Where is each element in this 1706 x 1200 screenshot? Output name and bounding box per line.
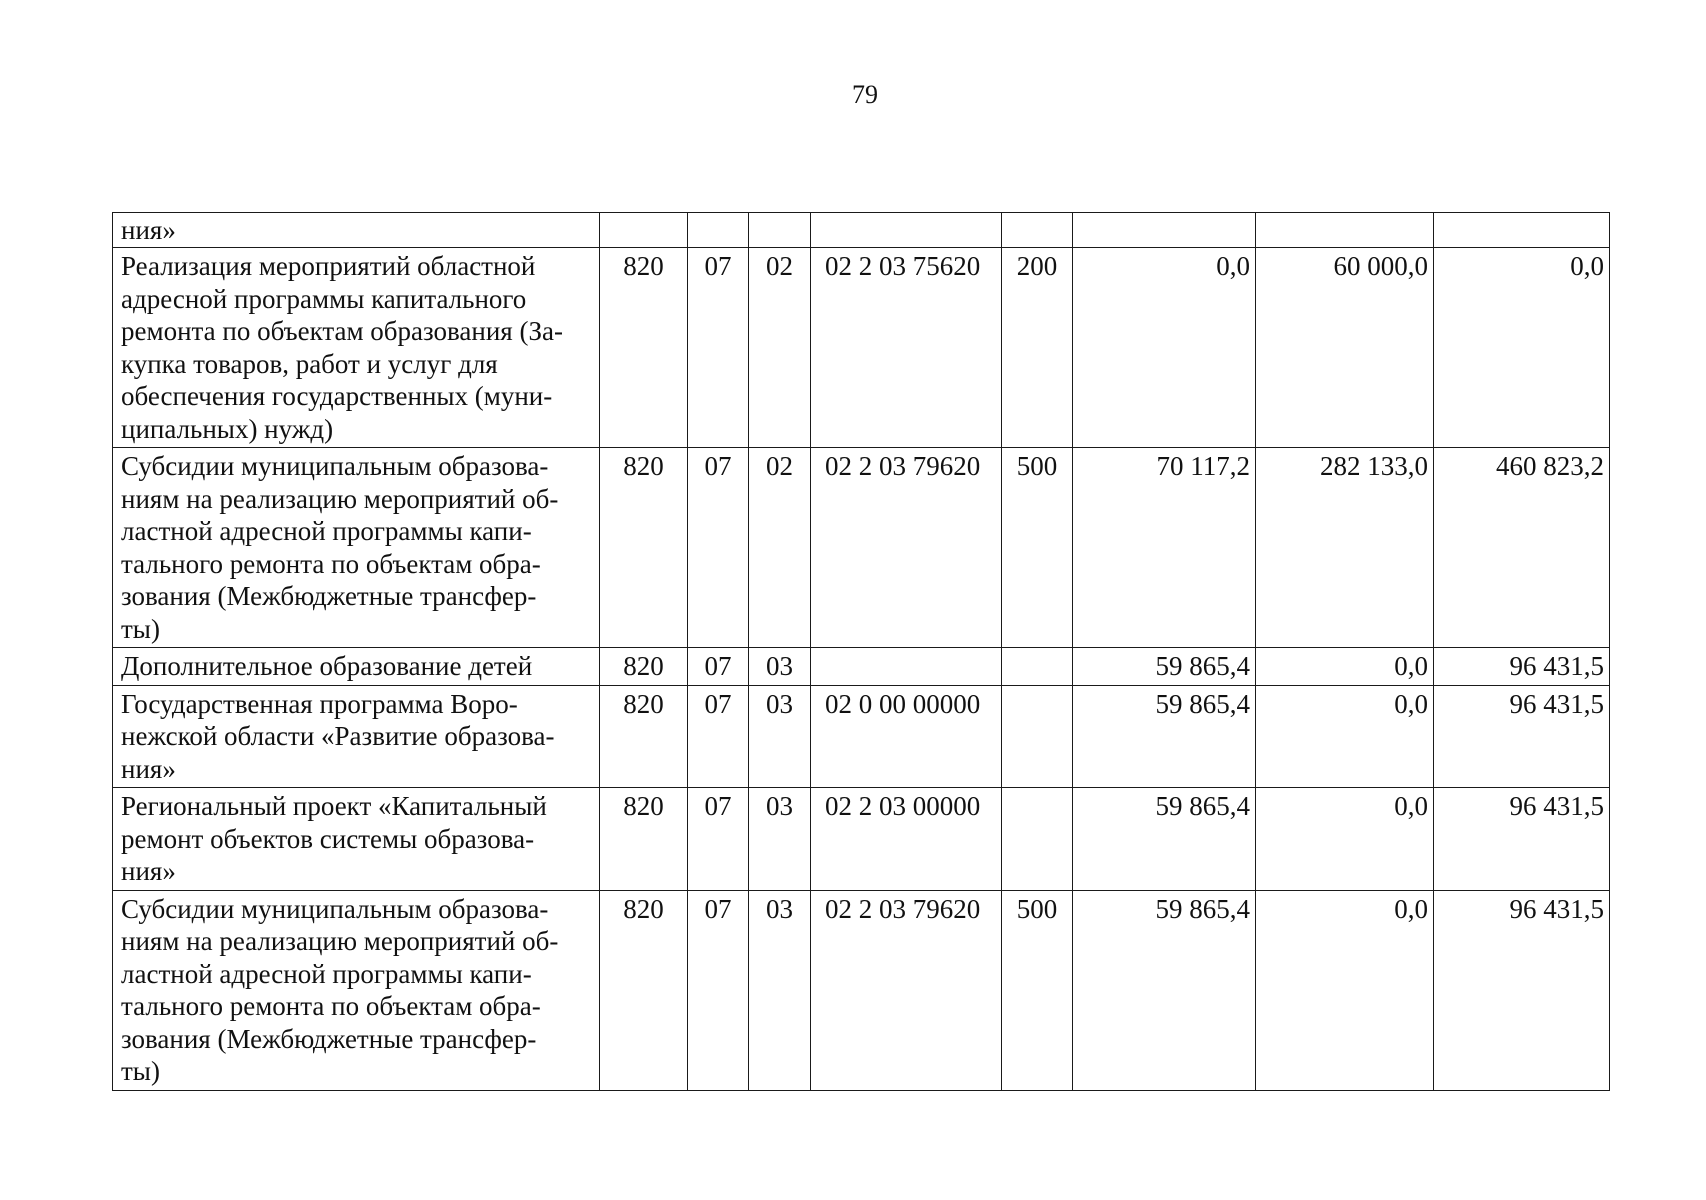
amount-2-cell: 0,0 <box>1256 788 1434 891</box>
expense-type-cell <box>1002 685 1073 788</box>
grbs-cell: 820 <box>600 788 688 891</box>
page-number: 79 <box>852 80 878 109</box>
subsection-cell: 03 <box>749 685 811 788</box>
grbs-cell: 820 <box>600 248 688 448</box>
subsection-cell <box>749 213 811 248</box>
expense-type-cell <box>1002 648 1073 686</box>
table-row <box>113 788 1610 891</box>
target-article-cell <box>811 213 1002 248</box>
amount-3-cell: 96 431,5 <box>1434 890 1610 1090</box>
grbs-cell: 820 <box>600 685 688 788</box>
target-article-cell: 02 2 03 00000 <box>811 788 1002 891</box>
subsection-cell: 02 <box>749 248 811 448</box>
amount-3-cell: 460 823,2 <box>1434 448 1610 648</box>
amount-1-cell <box>1073 213 1256 248</box>
section-cell: 07 <box>688 788 749 891</box>
section-cell: 07 <box>688 890 749 1090</box>
subsection-cell: 03 <box>749 648 811 686</box>
subsection-cell: 02 <box>749 448 811 648</box>
item-name-cell: Дополнительное образование детей <box>113 648 600 686</box>
amount-3-cell: 0,0 <box>1434 248 1610 448</box>
table-row <box>113 448 1610 648</box>
amount-2-cell: 0,0 <box>1256 685 1434 788</box>
table-row <box>113 248 1610 448</box>
grbs-cell: 820 <box>600 890 688 1090</box>
section-cell: 07 <box>688 248 749 448</box>
grbs-cell: 820 <box>600 448 688 648</box>
expense-type-cell <box>1002 213 1073 248</box>
table-row <box>113 213 1610 248</box>
target-article-cell: 02 2 03 75620 <box>811 248 1002 448</box>
amount-1-cell: 59 865,4 <box>1073 890 1256 1090</box>
subsection-cell: 03 <box>749 788 811 891</box>
amount-2-cell: 282 133,0 <box>1256 448 1434 648</box>
table-row <box>113 685 1610 788</box>
grbs-cell: 820 <box>600 648 688 686</box>
amount-2-cell: 60 000,0 <box>1256 248 1434 448</box>
grbs-cell <box>600 213 688 248</box>
target-article-cell: 02 2 03 79620 <box>811 890 1002 1090</box>
amount-2-cell: 0,0 <box>1256 648 1434 686</box>
target-article-cell: 02 0 00 00000 <box>811 685 1002 788</box>
item-name-cell: ния» <box>113 213 600 248</box>
amount-3-cell: 96 431,5 <box>1434 788 1610 891</box>
item-name-cell: Государственная программа Воро- нежской области «Развитие образова- ния» <box>113 685 600 788</box>
item-name-cell: Реализация мероприятий областной адресной программы капитального ремонта по объектам образования (За- купка товаров, работ и услуг для обеспечения государственных (муни- ципальных) нужд) <box>113 248 600 448</box>
section-cell: 07 <box>688 448 749 648</box>
amount-3-cell: 96 431,5 <box>1434 648 1610 686</box>
table-row <box>113 648 1610 686</box>
amount-2-cell: 0,0 <box>1256 890 1434 1090</box>
amount-3-cell: 96 431,5 <box>1434 685 1610 788</box>
expense-type-cell: 500 <box>1002 890 1073 1090</box>
item-name-cell: Субсидии муниципальным образова- ниям на реализацию мероприятий об- ластной адресной программы капи- тального ремонта по объектам обра- зования (Межбюджетные трансфер- ты) <box>113 448 600 648</box>
amount-2-cell <box>1256 213 1434 248</box>
expense-type-cell: 200 <box>1002 248 1073 448</box>
target-article-cell: 02 2 03 79620 <box>811 448 1002 648</box>
subsection-cell: 03 <box>749 890 811 1090</box>
expense-type-cell: 500 <box>1002 448 1073 648</box>
amount-1-cell: 59 865,4 <box>1073 685 1256 788</box>
amount-1-cell: 70 117,2 <box>1073 448 1256 648</box>
target-article-cell <box>811 648 1002 686</box>
section-cell <box>688 213 749 248</box>
section-cell: 07 <box>688 685 749 788</box>
expense-type-cell <box>1002 788 1073 891</box>
item-name-cell: Субсидии муниципальным образова- ниям на реализацию мероприятий об- ластной адресной программы капи- тального ремонта по объектам обра- зования (Межбюджетные трансфер- ты) <box>113 890 600 1090</box>
amount-1-cell: 59 865,4 <box>1073 788 1256 891</box>
amount-1-cell: 59 865,4 <box>1073 648 1256 686</box>
item-name-cell: Региональный проект «Капитальный ремонт объектов системы образова- ния» <box>113 788 600 891</box>
amount-3-cell <box>1434 213 1610 248</box>
table-row <box>113 890 1610 1090</box>
amount-1-cell: 0,0 <box>1073 248 1256 448</box>
budget-table <box>112 212 1610 1091</box>
section-cell: 07 <box>688 648 749 686</box>
